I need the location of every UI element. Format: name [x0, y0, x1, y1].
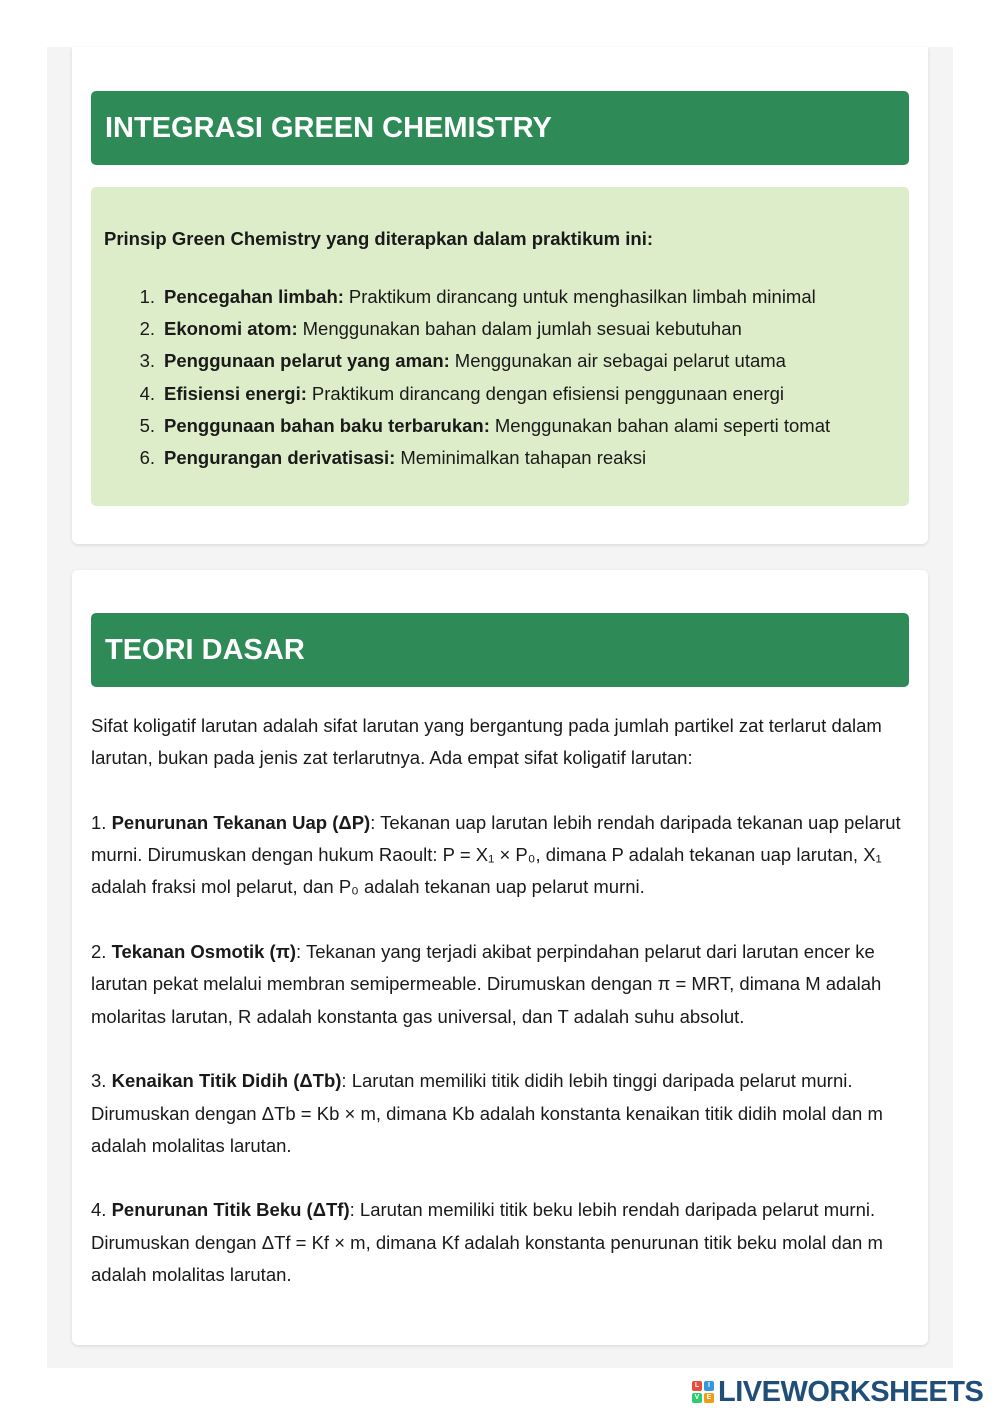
principle-title: Efisiensi energi: [164, 382, 307, 404]
principle-text: Menggunakan bahan dalam jumlah sesuai kebutuhan [302, 318, 742, 340]
principle-text: Menggunakan bahan alami seperti tomat [494, 414, 831, 436]
principles-box [91, 187, 909, 506]
theory-item [91, 1194, 909, 1291]
logo-letter: I [704, 1381, 714, 1391]
principle-title: Penggunaan bahan baku terbarukan: [164, 414, 490, 436]
logo-text: LIVEWORKSHEETS [718, 1375, 984, 1408]
principles-list [104, 281, 896, 474]
principle-text: Menggunakan air sebagai pelarut utama [454, 350, 786, 372]
theory-item-number: 2. [91, 941, 107, 963]
list-item [104, 410, 896, 442]
theory-item-text: : Larutan memiliki titik didih lebih tinggi daripada pelarut murni. Dirumuskan dengan ΔTb = Kb × m, dimana Kb adalah konstanta kenaikan titik didih molal dan m adalah molalitas larutan. [91, 1070, 883, 1156]
green-chemistry-card [72, 47, 928, 544]
principle-title: Pengurangan derivatisasi: [164, 447, 396, 469]
liveworksheets-logo[interactable] [692, 1376, 983, 1408]
principles-intro: Prinsip Green Chemistry yang diterapkan dalam praktikum ini: [104, 228, 653, 249]
principle-text: Praktikum dirancang untuk menghasilkan limbah minimal [348, 286, 816, 307]
theory-title: TEORI DASAR [91, 613, 909, 687]
theory-item-text: : Larutan memiliki titik beku lebih rendah daripada pelarut murni. Dirumuskan dengan ΔTf = Kf × m, dimana Kf adalah konstanta penurunan titik beku molal dan m adalah molalitas larutan. [91, 1199, 883, 1286]
principle-title: Pencegahan limbah: [164, 286, 344, 307]
principle-title: Penggunaan pelarut yang aman: [164, 350, 450, 372]
principle-text: Praktikum dirancang dengan efisiensi penggunaan energi [311, 382, 784, 404]
theory-item-text: : Tekanan yang terjadi akibat perpindahan pelarut dari larutan encer ke larutan pekat melalui membran semipermeable. Dirumuskan dengan π = MRT, dimana M adalah molaritas larutan, R adalah konstanta gas universal, dan T adalah suhu absolut. [91, 941, 882, 1027]
principle-text: Meminimalkan tahapan reaksi [400, 447, 647, 469]
list-item [104, 281, 896, 313]
list-number: 4. [139, 382, 155, 404]
green-chemistry-title: INTEGRASI GREEN CHEMISTRY [91, 91, 909, 165]
logo-letter: V [692, 1393, 702, 1403]
list-number: 1. [139, 286, 155, 307]
logo-blocks-icon [692, 1381, 714, 1403]
theory-item [91, 807, 909, 904]
principle-title: Ekonomi atom: [164, 318, 298, 340]
theory-body [91, 710, 909, 1291]
list-item [104, 313, 896, 345]
theory-item-number: 1. [91, 811, 107, 833]
theory-item [91, 1065, 909, 1162]
theory-intro: Sifat koligatif larutan adalah sifat larutan yang bergantung pada jumlah partikel zat terlarut dalam larutan, bukan pada jenis zat terlarutnya. Ada empat sifat koligatif larutan: [91, 715, 882, 769]
logo-letter: E [704, 1393, 714, 1403]
logo-letter: L [692, 1381, 702, 1391]
list-number: 5. [139, 414, 155, 436]
list-item [104, 442, 896, 474]
theory-item-number: 4. [91, 1199, 107, 1221]
list-number: 3. [139, 350, 155, 372]
theory-item [91, 936, 909, 1033]
theory-item-text: : Tekanan uap larutan lebih rendah daripada tekanan uap pelarut murni. Dirumuskan dengan hukum Raoult: P = X₁ × P₀, dimana P adalah tekanan uap larutan, X₁ adalah fraksi mol pelarut, dan P₀ adalah tekanan uap pelarut murni. [91, 811, 901, 898]
theory-item-title: Penurunan Titik Beku (ΔTf) [111, 1199, 350, 1221]
list-item [104, 378, 896, 410]
theory-item-title: Penurunan Tekanan Uap (ΔP) [111, 811, 371, 833]
theory-item-number: 3. [91, 1070, 107, 1092]
list-item [104, 345, 896, 377]
list-number: 6. [139, 447, 155, 469]
list-number: 2. [139, 318, 155, 340]
theory-card [72, 570, 928, 1345]
theory-item-title: Tekanan Osmotik (π) [111, 941, 297, 963]
theory-item-title: Kenaikan Titik Didih (ΔTb) [111, 1070, 342, 1092]
